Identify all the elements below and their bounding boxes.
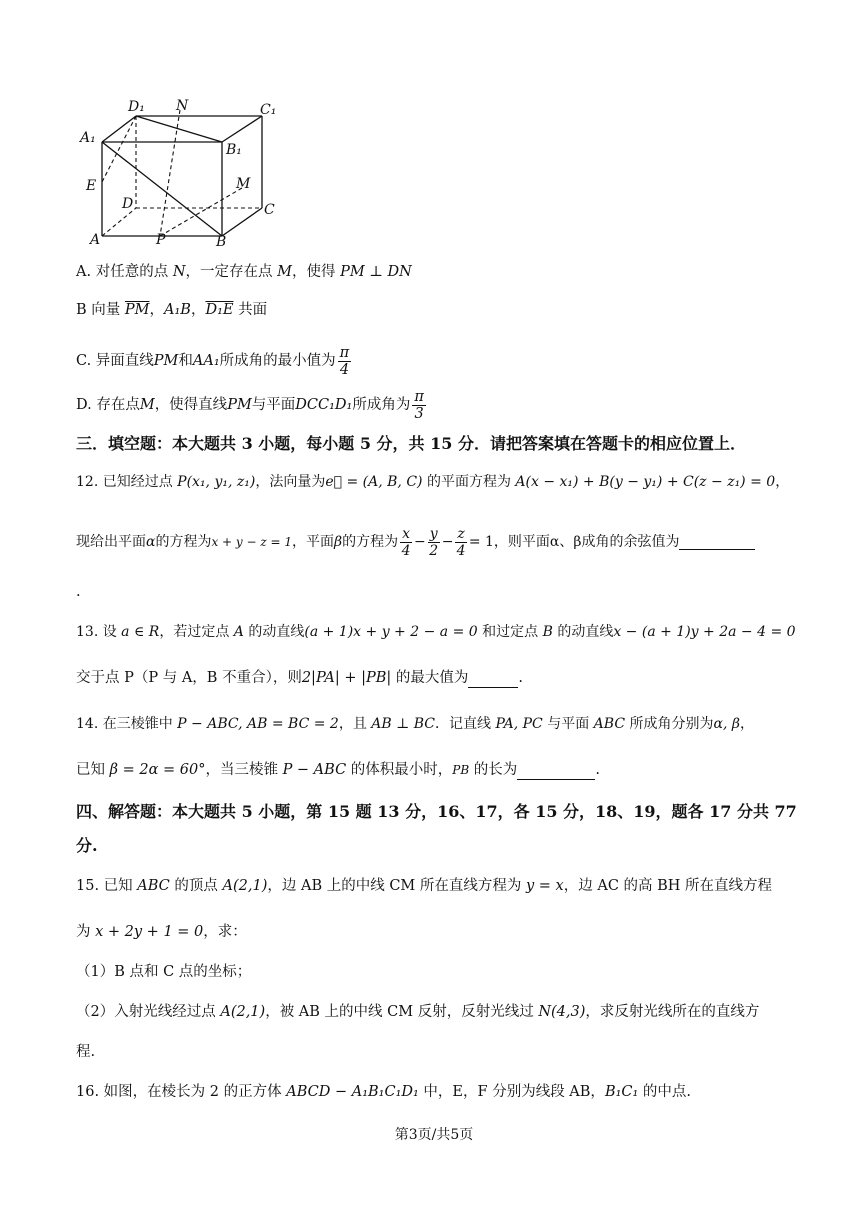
- page-footer: 第3页/共5页: [394, 1127, 474, 1143]
- edge-A1-D1: [102, 116, 136, 142]
- q15-line1-c: ，边 AB 上的中线 CM 所在直线方程为: [267, 878, 526, 894]
- q15-line1-a: 15. 已知: [76, 878, 138, 894]
- q12-line2-b: 的方程为: [155, 534, 212, 550]
- q15-triangle: ABC: [137, 878, 170, 894]
- q12-frac2-den: 2: [429, 542, 439, 559]
- edge-B-C: [222, 208, 262, 236]
- q14-line2: [76, 760, 600, 780]
- label-E: E: [86, 178, 97, 194]
- q12-eq-one: = 1: [468, 534, 494, 550]
- q13-set: a ∈ R: [121, 624, 160, 640]
- label-D1: D₁: [128, 99, 145, 115]
- option-d-mid2: 与平面: [251, 397, 296, 413]
- q13-answer-blank[interactable]: [468, 673, 518, 688]
- q12-line2-c: ，平面: [292, 534, 335, 550]
- option-a-after: ，使得: [291, 264, 341, 280]
- section4-heading-line1: 四、解答题：本大题共 5 小题，第 15 题 13 分，16、17，各 15 分，18、19，题各 17 分共 77: [76, 802, 797, 821]
- q14-angle-expr: β = 2α = 60°: [109, 762, 206, 778]
- option-c-pm: PM: [153, 353, 179, 369]
- q12-minus2: −: [441, 534, 454, 550]
- q12-line2: [76, 520, 755, 564]
- q14-line2-c: 的体积最小时，: [346, 762, 453, 778]
- q16-b: 中，E，F 分别为线段 AB，: [418, 1084, 605, 1100]
- q12-frac3-den: 4: [456, 542, 466, 559]
- q14-perp: AB ⊥ BC: [371, 716, 436, 732]
- q15-line1: [76, 876, 772, 896]
- option-b-suffix: 共面: [233, 302, 268, 318]
- option-d-m: M: [139, 397, 155, 413]
- option-c: [76, 340, 353, 382]
- q12-frac1: [400, 526, 412, 559]
- q13-end: .: [518, 670, 523, 686]
- q15-line2-b: ，求：: [203, 924, 247, 940]
- q12-frac3-num: z: [457, 525, 465, 542]
- q13-line-eq1: (a + 1)x + y + 2 − a = 0: [304, 624, 478, 640]
- q13-line1-d: 和过定点: [477, 624, 543, 640]
- label-N: N: [176, 98, 189, 114]
- label-C1: C₁: [260, 102, 277, 118]
- q16-line: [76, 1082, 691, 1102]
- option-d-prefix: D. 存在点: [76, 397, 140, 413]
- option-b-vector-pm: $\overline{PM}$: [124, 302, 150, 318]
- q13-line2-b: 的最大值为: [391, 670, 469, 686]
- q13-expression: 2|PA| + |PB|: [301, 670, 392, 686]
- q12-line2-a: 现给出平面: [76, 534, 146, 550]
- q12-frac1-num: x: [402, 525, 411, 542]
- q14-line1-end: ，: [739, 716, 754, 732]
- option-d-mid: ，使得直线: [154, 397, 228, 413]
- option-a-prefix: A. 对任意的点: [76, 264, 173, 280]
- q14-line1: [76, 714, 754, 734]
- q12-line1-end: ，: [775, 474, 790, 490]
- q12-line1-b: ，法向量为: [255, 474, 326, 490]
- q12-point: P(x₁, y₁, z₁): [177, 474, 256, 490]
- option-a: [76, 262, 412, 282]
- q14-plane: ABC: [593, 716, 626, 732]
- q14-line1-b: ，且: [338, 716, 372, 732]
- option-a-mid: ，一定存在点: [185, 264, 278, 280]
- q14-pyramid: P − ABC: [282, 762, 347, 778]
- q12-minus1: −: [414, 534, 426, 550]
- label-D: D: [122, 196, 134, 212]
- q12-frac2: [428, 526, 440, 559]
- seg-D1-B1: [136, 116, 222, 142]
- option-b-vector-d1e: D₁E: [205, 302, 234, 318]
- q12-alpha: α: [146, 534, 156, 550]
- cube-figure: [76, 96, 296, 256]
- option-d-plane: DCC₁D₁: [295, 397, 353, 413]
- q12-line2-d: 的方程为: [342, 534, 399, 550]
- q15-part2-b: ，被 AB 上的中线 CM 反射，反射光线过: [265, 1004, 539, 1020]
- q14-expr: P − ABC, AB = BC = 2: [177, 716, 339, 732]
- option-d-fraction: [412, 389, 426, 422]
- q14-line2-b: ，当三棱锥: [205, 762, 283, 778]
- q12-line2-e: ，则平面α、β成角的余弦值为: [493, 534, 680, 550]
- q12-alpha-equation: x + y − z = 1: [211, 535, 293, 549]
- q13-line2-a: 交于点 P（P 与 A，B 不重合），则: [76, 670, 302, 686]
- q12-line1-a: 12. 已知经过点: [76, 474, 178, 490]
- option-c-num: π: [339, 344, 350, 361]
- hidden-A-D: [102, 208, 136, 236]
- q15-line1-b: 的顶点: [169, 878, 223, 894]
- option-a-n: N: [172, 264, 186, 280]
- option-d-pm: PM: [227, 397, 252, 413]
- q14-lines: PA, PC: [495, 716, 543, 732]
- option-a-expr: PM ⊥ DN: [340, 264, 412, 280]
- option-c-fraction: [338, 345, 352, 378]
- q12-normal-vector: e⃗ = (A, B, C): [325, 474, 423, 490]
- q15-part2-point-a: A(2,1): [220, 1004, 266, 1020]
- q16-a: 16. 如图，在棱长为 2 的正方体: [76, 1084, 287, 1100]
- option-b-vector-a1b: A₁B: [163, 302, 191, 318]
- q14-line1-e: 所成角分别为: [625, 716, 714, 732]
- option-b-prefix: B 向量: [76, 302, 125, 318]
- q12-beta: β: [334, 534, 343, 550]
- q15-vertex-a: A(2,1): [222, 878, 268, 894]
- q14-line1-a: 14. 在三棱锥中: [76, 716, 178, 732]
- label-B: B: [216, 234, 227, 250]
- q15-part2-a: （2）入射光线经过点: [76, 1004, 221, 1020]
- q13-point-b: B: [542, 624, 553, 640]
- option-b: [76, 300, 267, 320]
- q14-pb: PB: [452, 763, 470, 777]
- q15-part2: [76, 1002, 759, 1022]
- q15-line2: [76, 922, 247, 942]
- q14-end: .: [595, 762, 600, 778]
- q15-part2-c: ，求反射光线所在的直线方: [585, 1004, 760, 1020]
- option-d: [76, 384, 428, 426]
- hidden-D1-E: [102, 116, 136, 182]
- label-C: C: [264, 202, 275, 218]
- option-c-and: 和: [178, 353, 193, 369]
- hidden-P-M: [160, 188, 242, 236]
- q16-segment: B₁C₁: [604, 1084, 639, 1100]
- q14-line2-d: 的长为: [469, 762, 518, 778]
- q12-line1-c: 的平面方程为: [422, 474, 516, 490]
- q15-part2-point-n: N(4,3): [538, 1004, 586, 1020]
- q15-part1: （1）B 点和 C 点的坐标；: [76, 964, 252, 980]
- q15-part2-cont: 程.: [76, 1044, 96, 1060]
- q13-line1-c: 的动直线: [243, 624, 305, 640]
- label-P: P: [156, 232, 166, 248]
- option-a-m: M: [277, 264, 292, 280]
- q12-dot: .: [76, 584, 81, 600]
- q14-answer-blank[interactable]: [517, 765, 595, 780]
- option-b-sep2: ，: [190, 302, 206, 318]
- q14-line1-d: 与平面: [542, 716, 594, 732]
- q12-plane-equation: A(x − x₁) + B(y − y₁) + C(z − z₁) = 0: [515, 474, 776, 490]
- q13-line1: [76, 622, 796, 642]
- option-d-suffix: 所成角为: [352, 397, 411, 413]
- option-c-den: 4: [339, 361, 350, 378]
- q16-cube: ABCD − A₁B₁C₁D₁: [286, 1084, 419, 1100]
- option-b-sep1: ，: [149, 302, 164, 318]
- q12-frac3: [455, 526, 466, 559]
- option-d-den: 3: [414, 405, 424, 422]
- edge-B1-C1: [222, 116, 262, 142]
- q14-angles: α, β: [713, 716, 740, 732]
- option-c-suffix: 所成角的最小值为: [219, 353, 336, 369]
- q12-frac2-num: y: [429, 525, 438, 542]
- label-M: M: [236, 176, 251, 192]
- q15-line1-d: ，边 AC 的高 BH 所在直线方程: [563, 878, 773, 894]
- q15-line2-a: 为: [76, 924, 96, 940]
- q12-answer-blank[interactable]: [679, 535, 755, 550]
- option-d-num: π: [414, 388, 424, 405]
- label-B1: B₁: [226, 142, 242, 158]
- q13-line-eq2: x − (a + 1)y + 2a − 4 = 0: [613, 624, 796, 640]
- label-A1: A₁: [80, 130, 96, 146]
- q12-frac1-den: 4: [401, 542, 411, 559]
- q13-line2: [76, 668, 523, 688]
- q14-line1-c: ．记直线: [435, 716, 496, 732]
- q15-median-eq: y = x: [525, 878, 564, 894]
- option-c-prefix: C. 异面直线: [76, 353, 154, 369]
- q12-line1: [76, 472, 789, 492]
- q15-altitude-eq: x + 2y + 1 = 0: [95, 924, 204, 940]
- section4-heading-line2: 分.: [76, 836, 98, 855]
- label-A: A: [90, 232, 101, 248]
- section3-heading: 三．填空题：本大题共 3 小题，每小题 5 分，共 15 分．请把答案填在答题卡的相应位置上．: [76, 434, 746, 453]
- q13-line1-a: 13. 设: [76, 624, 122, 640]
- q14-line2-a: 已知: [76, 762, 110, 778]
- q13-line1-b: ，若过定点: [159, 624, 234, 640]
- q13-line1-e: 的动直线: [552, 624, 614, 640]
- option-c-aa1: AA₁: [192, 353, 220, 369]
- q13-point-a: A: [233, 624, 244, 640]
- q16-c: 的中点.: [638, 1084, 692, 1100]
